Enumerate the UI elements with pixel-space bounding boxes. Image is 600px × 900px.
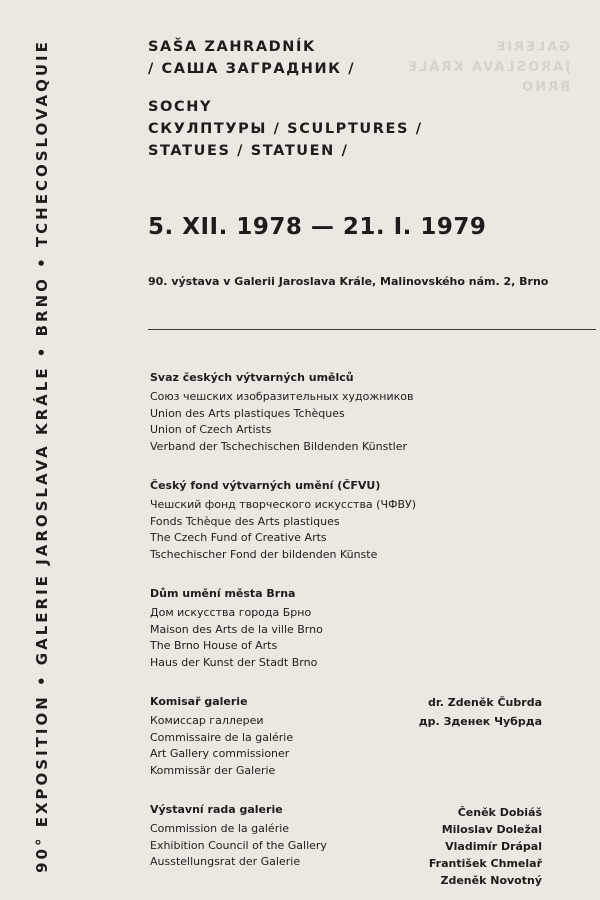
org-block-rada <box>150 801 450 871</box>
ghost-line: GALERIE <box>494 40 570 55</box>
org-line: Дом искусства города Брно <box>150 606 312 619</box>
org-line: Kommissär der Galerie <box>150 763 276 777</box>
org-block-komisar <box>150 693 450 779</box>
council-members <box>429 804 542 889</box>
org-title: Dům umění města Brna <box>150 587 296 600</box>
org-line: Art Gallery commissioner <box>150 747 290 761</box>
org-line: Союз чешских изобразительных художников <box>150 390 414 403</box>
council-member: Miloslav Doležal <box>441 823 542 836</box>
commissioner-name-ru: др. Зденек Чубрда <box>418 715 542 728</box>
commissioner-names <box>419 694 542 730</box>
org-line: Commissaire de la galérie <box>150 730 294 744</box>
org-title: Český fond výtvarných umění (ČFVU) <box>150 479 381 492</box>
org-line: Maison des Arts de la ville Brno <box>150 622 323 636</box>
ghost-line: BRNO <box>520 80 570 95</box>
org-block-svaz <box>150 369 450 455</box>
org-title: Svaz českých výtvarných umělců <box>150 371 354 384</box>
org-title: Komisař galerie <box>150 695 248 708</box>
org-line: Tschechischer Fond der bildenden Künste <box>150 547 378 561</box>
org-line: Haus der Kunst der Stadt Brno <box>150 655 318 669</box>
org-line: Комиссар галлереи <box>150 714 264 727</box>
title-line-2: СКУЛПТУРЫ / SCULPTURES / <box>148 121 423 137</box>
org-line: Verband der Tschechischen Bildenden Künstler <box>150 439 407 453</box>
artist-name-ru: / САША ЗАГРАДНИК / <box>148 61 356 77</box>
org-line: Fonds Tchèque des Arts plastiques <box>150 514 340 528</box>
org-line: The Czech Fund of Creative Arts <box>150 531 327 545</box>
org-line: The Brno House of Arts <box>150 639 278 653</box>
org-title: Výstavní rada galerie <box>150 803 283 816</box>
council-member: Vladimír Drápal <box>445 840 542 853</box>
council-member: Čeněk Dobiáš <box>457 806 542 819</box>
divider <box>148 329 596 330</box>
header <box>148 36 578 162</box>
spine-strip <box>22 28 62 884</box>
commissioner-name-cz: dr. Zdeněk Čubrda <box>428 696 542 709</box>
title-line-1: SOCHY <box>148 99 213 115</box>
org-line: Commission de la galérie <box>150 822 290 835</box>
org-line: Union of Czech Artists <box>150 423 272 437</box>
title-line-3: STATUES / STATUEN / <box>148 143 349 159</box>
spine-text: 90° EXPOSITION • GALERIE JAROSLAVA KRÁLE • BRNO • TCHECOSLOVAQUIE <box>33 39 51 873</box>
ghost-line: JAROSLAVA KRÁLE <box>406 60 570 75</box>
exhibition-dates: 5. XII. 1978 — 21. I. 1979 <box>148 214 487 240</box>
council-member: František Chmelař <box>428 857 542 870</box>
org-line: Чешский фонд творческого искусства (ЧФВУ) <box>150 498 417 511</box>
org-line: Ausstellungsrat der Galerie <box>150 855 301 869</box>
org-line: Exhibition Council of the Gallery <box>150 838 327 852</box>
venue-line: 90. výstava v Galerii Jaroslava Krále, Malinovského nám. 2, Brno <box>148 275 549 288</box>
org-block-dum-umeni <box>150 585 450 671</box>
artist-name-cz: SAŠA ZAHRADNÍK <box>148 39 316 55</box>
org-block-cfvu <box>150 477 450 563</box>
org-line: Union des Arts plastiques Tchèques <box>150 406 345 420</box>
council-member: Zdeněk Novotný <box>440 874 542 887</box>
